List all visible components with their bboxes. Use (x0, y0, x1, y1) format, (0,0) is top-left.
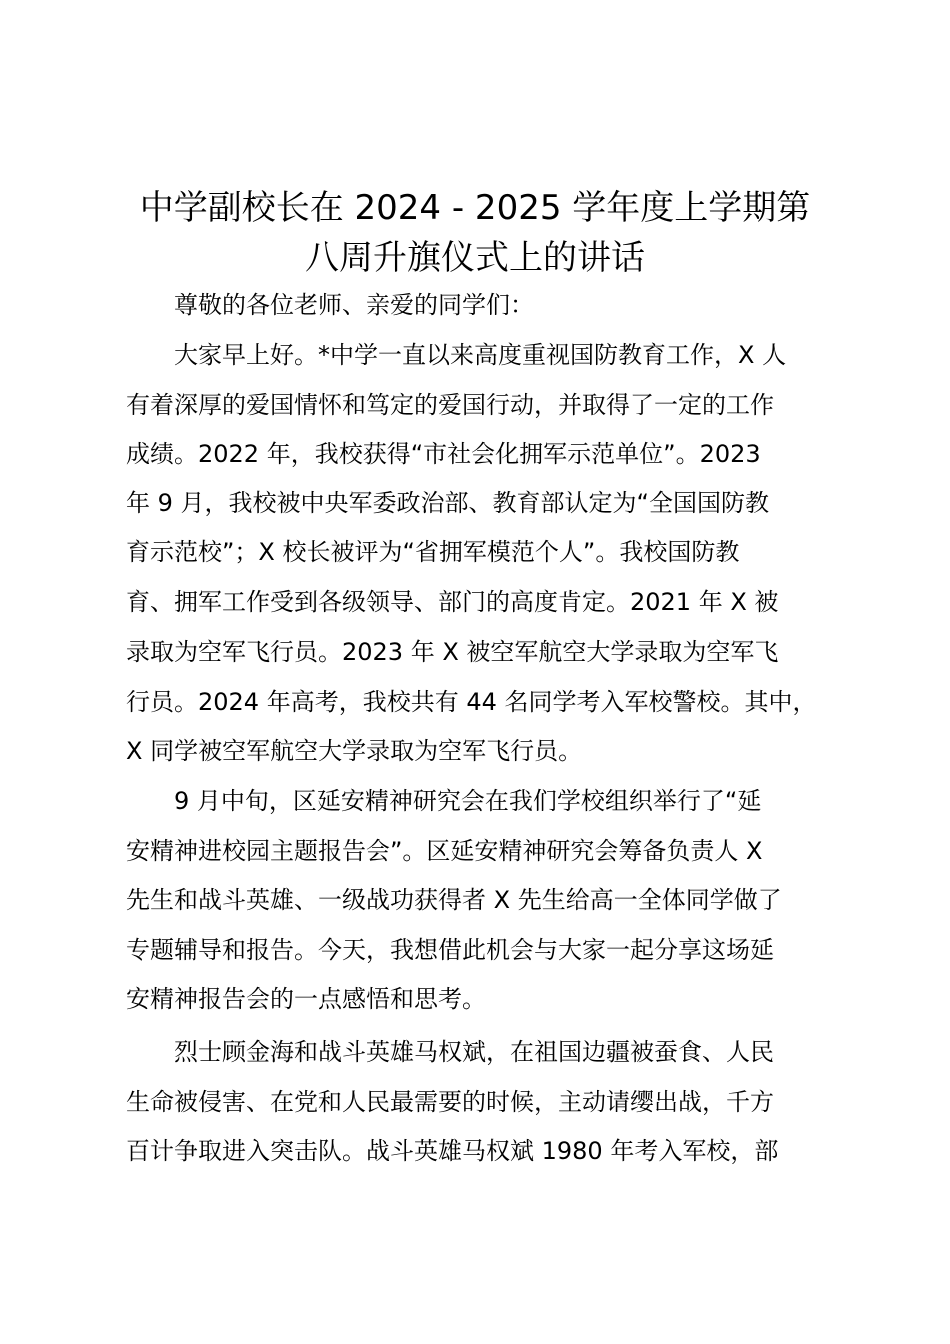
document-title-line-1: 中学副校长在 2024 - 2025 学年度上学期第 (139, 188, 811, 228)
paragraph-line: 烈士顾金海和战斗英雄马权斌，在祖国边疆被蚕食、人民 (126, 1038, 774, 1066)
paragraph-line: 育示范校”；X 校长被评为“省拥军模范个人”。我校国防教 (126, 538, 740, 566)
paragraph-line: 安精神进校园主题报告会”。区延安精神研究会筹备负责人 X (126, 837, 763, 865)
paragraph-line: 录取为空军飞行员。2023 年 X 被空军航空大学录取为空军飞 (126, 638, 779, 666)
paragraph-line: 先生和战斗英雄、一级战功获得者 X 先生给高一全体同学做了 (126, 886, 782, 914)
document-title-line-2: 八周升旗仪式上的讲话 (305, 238, 645, 278)
paragraph-line: 行员。2024 年高考，我校共有 44 名同学考入军校警校。其中， (126, 688, 817, 716)
paragraph-line: 百计争取进入突击队。战斗英雄马权斌 1980 年考入军校，部 (126, 1137, 779, 1165)
paragraph-line: 生命被侵害、在党和人民最需要的时候，主动请缨出战，千方 (126, 1088, 774, 1116)
paragraph-line: 大家早上好。*中学一直以来高度重视国防教育工作，X 人 (126, 341, 787, 369)
paragraph-line: 年 9 月，我校被中央军委政治部、教育部认定为“全国国防教 (126, 489, 769, 517)
paragraph-line: 9 月中旬，区延安精神研究会在我们学校组织举行了“延 (126, 787, 762, 815)
paragraph-line: 育、拥军工作受到各级领导、部门的高度肯定。2021 年 X 被 (126, 588, 779, 616)
paragraph-line: 专题辅导和报告。今天，我想借此机会与大家一起分享这场延 (126, 936, 774, 964)
paragraph-line: 成绩。2022 年，我校获得“市社会化拥军示范单位”。2023 (126, 440, 761, 468)
salutation-line: 尊敬的各位老师、亲爱的同学们： (126, 291, 534, 319)
paragraph-line: 有着深厚的爱国情怀和笃定的爱国行动，并取得了一定的工作 (126, 391, 774, 419)
paragraph-line: X 同学被空军航空大学录取为空军飞行员。 (126, 737, 583, 765)
paragraph-line: 安精神报告会的一点感悟和思考。 (126, 985, 486, 1013)
